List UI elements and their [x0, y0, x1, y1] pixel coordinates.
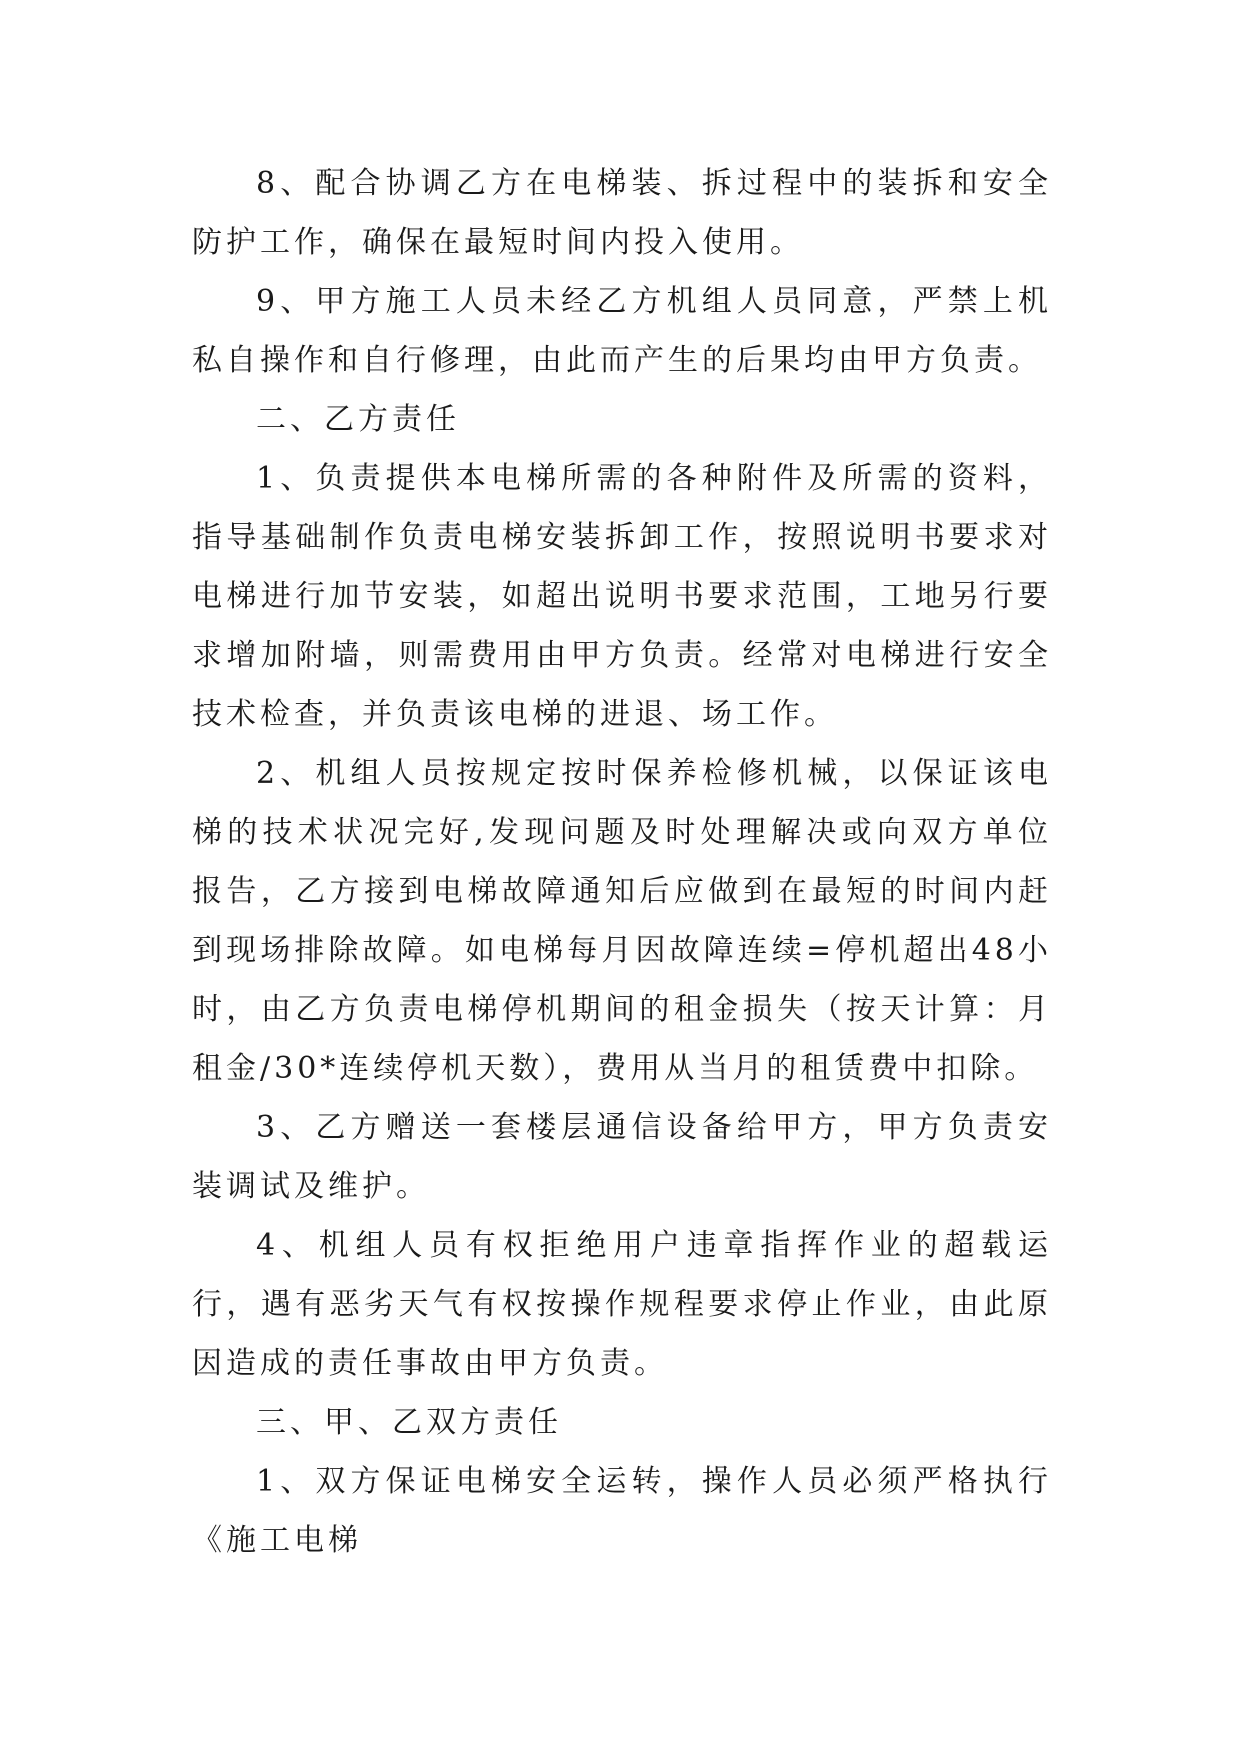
paragraph-party-b-item-4: 4、机组人员有权拒绝用户违章指挥作业的超载运行，遇有恶劣天气有权按操作规程要求停止作业，由此原因造成的责任事故由甲方负责。	[192, 1228, 1052, 1381]
document-body	[192, 154, 1052, 1570]
paragraph-both-parties-item-1: 1、双方保证电梯安全运转，操作人员必须严格执行《施工电梯	[192, 1464, 1052, 1558]
paragraph-item-8: 8、配合协调乙方在电梯装、拆过程中的装拆和安全防护工作，确保在最短时间内投入使用。	[192, 166, 1052, 260]
paragraph-party-b-item-1: 1、负责提供本电梯所需的各种附件及所需的资料，指导基础制作负责电梯安装拆卸工作，按照说明书要求对电梯进行加节安装，如超出说明书要求范围，工地另行要求增加附墙，则需费用由甲方负责。经常对电梯进行安全技术检查，并负责该电梯的进退、场工作。	[192, 461, 1052, 732]
section-heading-both-parties: 三、甲、乙双方责任	[256, 1405, 562, 1440]
paragraph-party-b-item-3: 3、乙方赠送一套楼层通信设备给甲方，甲方负责安装调试及维护。	[192, 1110, 1052, 1204]
paragraph-item-9: 9、甲方施工人员未经乙方机组人员同意，严禁上机私自操作和自行修理，由此而产生的后果均由甲方负责。	[192, 284, 1052, 378]
paragraph-party-b-item-2: 2、机组人员按规定按时保养检修机械，以保证该电梯的技术状况完好,发现问题及时处理解决或向双方单位报告，乙方接到电梯故障通知后应做到在最短的时间内赶到现场排除故障。如电梯每月因故障连续=停机超出48小时，由乙方负责电梯停机期间的租金损失（按天计算：月租金/30*连续停机天数），费用从当月的租赁费中扣除。	[192, 756, 1052, 1086]
section-heading-party-b: 二、乙方责任	[256, 402, 460, 437]
